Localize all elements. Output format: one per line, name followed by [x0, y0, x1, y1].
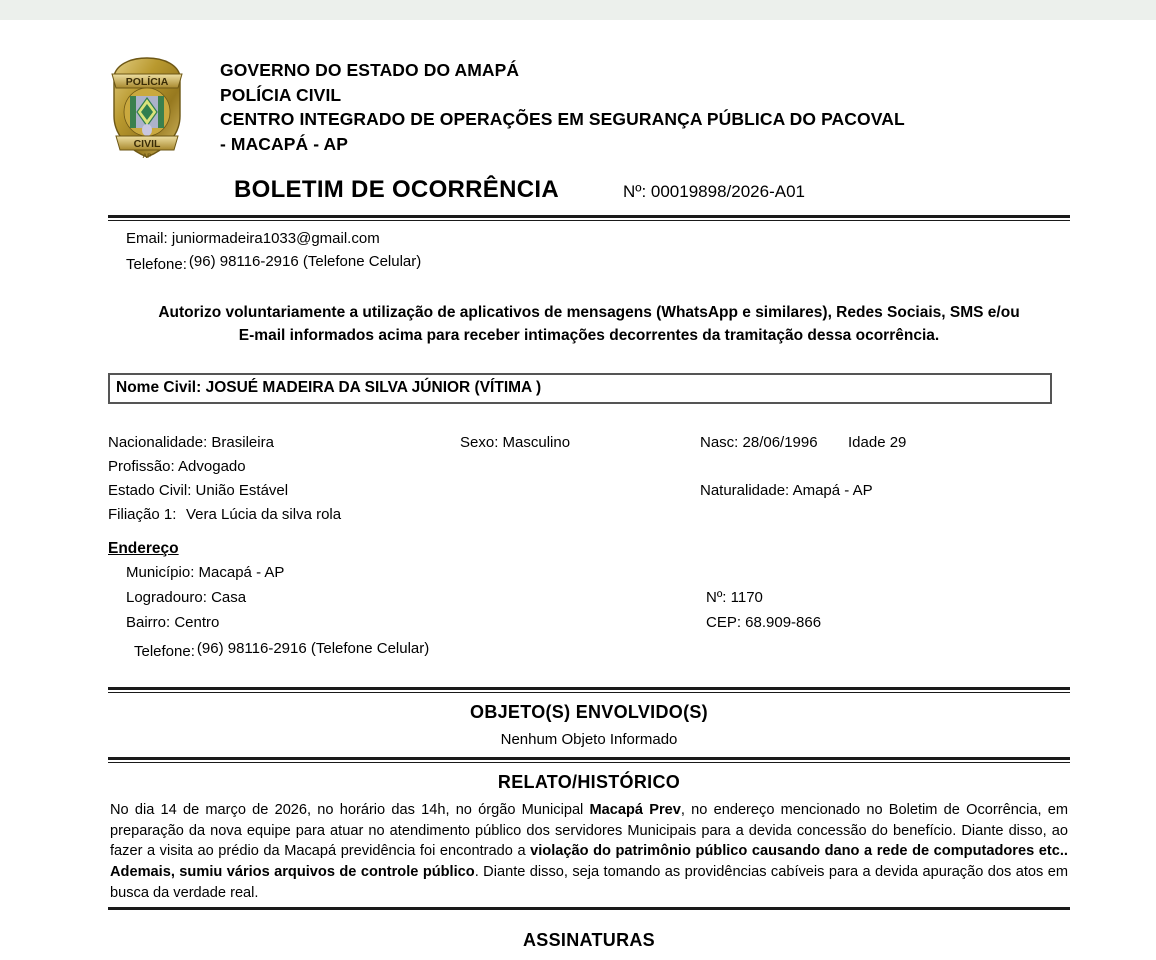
address-row-municipio [126, 564, 1070, 589]
zipcode-field: CEP: 68.909-866 [706, 614, 822, 631]
details-row-2 [108, 456, 1070, 480]
street-number-field: Nº: 1170 [706, 589, 763, 606]
birthplace-field: Naturalidade: Amapá - AP [700, 482, 873, 499]
authorization-line-2: E-mail informados acima para receber intimações decorrentes da tramitação dessa ocorrência. [238, 326, 940, 344]
details-row-4 [108, 504, 1070, 528]
page-title: BOLETIM DE OCORRÊNCIA [234, 176, 559, 203]
address-row-telefone [126, 640, 1070, 669]
organization-heading [220, 48, 905, 157]
divider-report-bottom [108, 907, 1070, 910]
svg-text:CIVIL: CIVIL [133, 138, 161, 150]
objects-heading: OBJETO(S) ENVOLVIDO(S) [470, 702, 708, 722]
email-value: juniormadeira1033@gmail.com [171, 230, 380, 247]
municipality-field: Município: Macapá - AP [126, 564, 285, 581]
org-line-1: GOVERNO DO ESTADO DO AMAPÁ [220, 60, 520, 80]
address-section-title: Endereço [108, 540, 179, 557]
contact-block [108, 221, 1070, 277]
filiation-label: Filiação 1: [108, 506, 177, 523]
address-row-bairro [126, 614, 1070, 639]
objects-section [108, 687, 1070, 763]
top-browser-strip [0, 0, 1156, 20]
address-row-logradouro [126, 589, 1070, 614]
civil-name-box: Nome Civil: JOSUÉ MADEIRA DA SILVA JÚNIOR (VÍTIMA ) [108, 373, 1052, 404]
email-label: Email: [126, 230, 168, 247]
report-text [108, 800, 1070, 904]
authorization-line-1: Autorizo voluntariamente a utilização de aplicativos de mensagens (WhatsApp e similares), Redes Sociais, SMS e/ou [158, 303, 1020, 321]
sex-field: Sexo: Masculino [460, 434, 571, 451]
marital-status-field: Estado Civil: União Estável [108, 482, 289, 499]
report-bold-2: violação do patrimônio público causando dano a rede de computadores etc.. Ademais, sumiu vários arquivos de controle público [110, 843, 1068, 881]
document-title-row [108, 176, 1070, 204]
filiation-value: Vera Lúcia da silva rola [186, 506, 342, 523]
address-phone-value: (96) 98116-2916 (Telefone Celular) [196, 640, 430, 657]
details-row-1 [108, 432, 1070, 456]
divider-objects-top [108, 687, 1070, 693]
report-part-3: . Diante disso, seja tomando as providências cabíveis para a devida apuração dos atos em busca da verdade real. [110, 864, 1068, 901]
email-line [126, 227, 1070, 250]
authorization-paragraph [112, 301, 1067, 348]
phone-label: Telefone: [126, 256, 187, 274]
svg-text:AP: AP [142, 153, 152, 160]
address-phone-label: Telefone: [134, 643, 195, 660]
neighborhood-field: Bairro: Centro [126, 614, 220, 631]
report-part-2: , no endereço mencionado no Boletim de Ocorrência, em preparação da nova equipe para atuar no atendimento público dos servidores Municipais para a devida concessão do benefício. Diante disso, ao fazer a visita ao prédio da Macapá previdência foi encontrado a [110, 802, 1068, 860]
phone-line [126, 253, 1070, 276]
objects-content: Nenhum Objeto Informado [500, 731, 678, 748]
svg-text:POLÍCIA: POLÍCIA [125, 76, 169, 88]
org-line-3: CENTRO INTEGRADO DE OPERAÇÕES EM SEGURANÇA PÚBLICA DO PACOVAL [220, 109, 905, 130]
report-heading: RELATO/HISTÓRICO [497, 772, 681, 792]
street-field: Logradouro: Casa [126, 589, 247, 606]
org-line-4: - MACAPÁ - AP [220, 134, 349, 155]
report-part-1: No dia 14 de março de 2026, no horário das 14h, no órgão Municipal [110, 802, 590, 818]
org-line-2: POLÍCIA CIVIL [220, 84, 342, 105]
police-badge-icon [108, 54, 186, 162]
age-field: Idade 29 [848, 434, 907, 451]
signatures-heading: ASSINATURAS [523, 929, 655, 950]
report-bold-1: Macapá Prev [589, 802, 681, 818]
divider-objects-bottom [108, 757, 1070, 763]
document-header [108, 20, 1070, 162]
details-row-3 [108, 480, 1070, 504]
report-section [108, 772, 1070, 910]
nationality-field: Nacionalidade: Brasileira [108, 434, 274, 451]
document-page [0, 20, 1156, 951]
birthdate-field: Nasc: 28/06/1996 [700, 434, 818, 451]
occurrence-number: Nº: 00019898/2026-A01 [622, 182, 805, 201]
phone-value: (96) 98116-2916 (Telefone Celular) [188, 253, 422, 271]
address-block [108, 564, 1070, 669]
person-details [108, 432, 1070, 528]
profession-field: Profissão: Advogado [108, 458, 246, 475]
